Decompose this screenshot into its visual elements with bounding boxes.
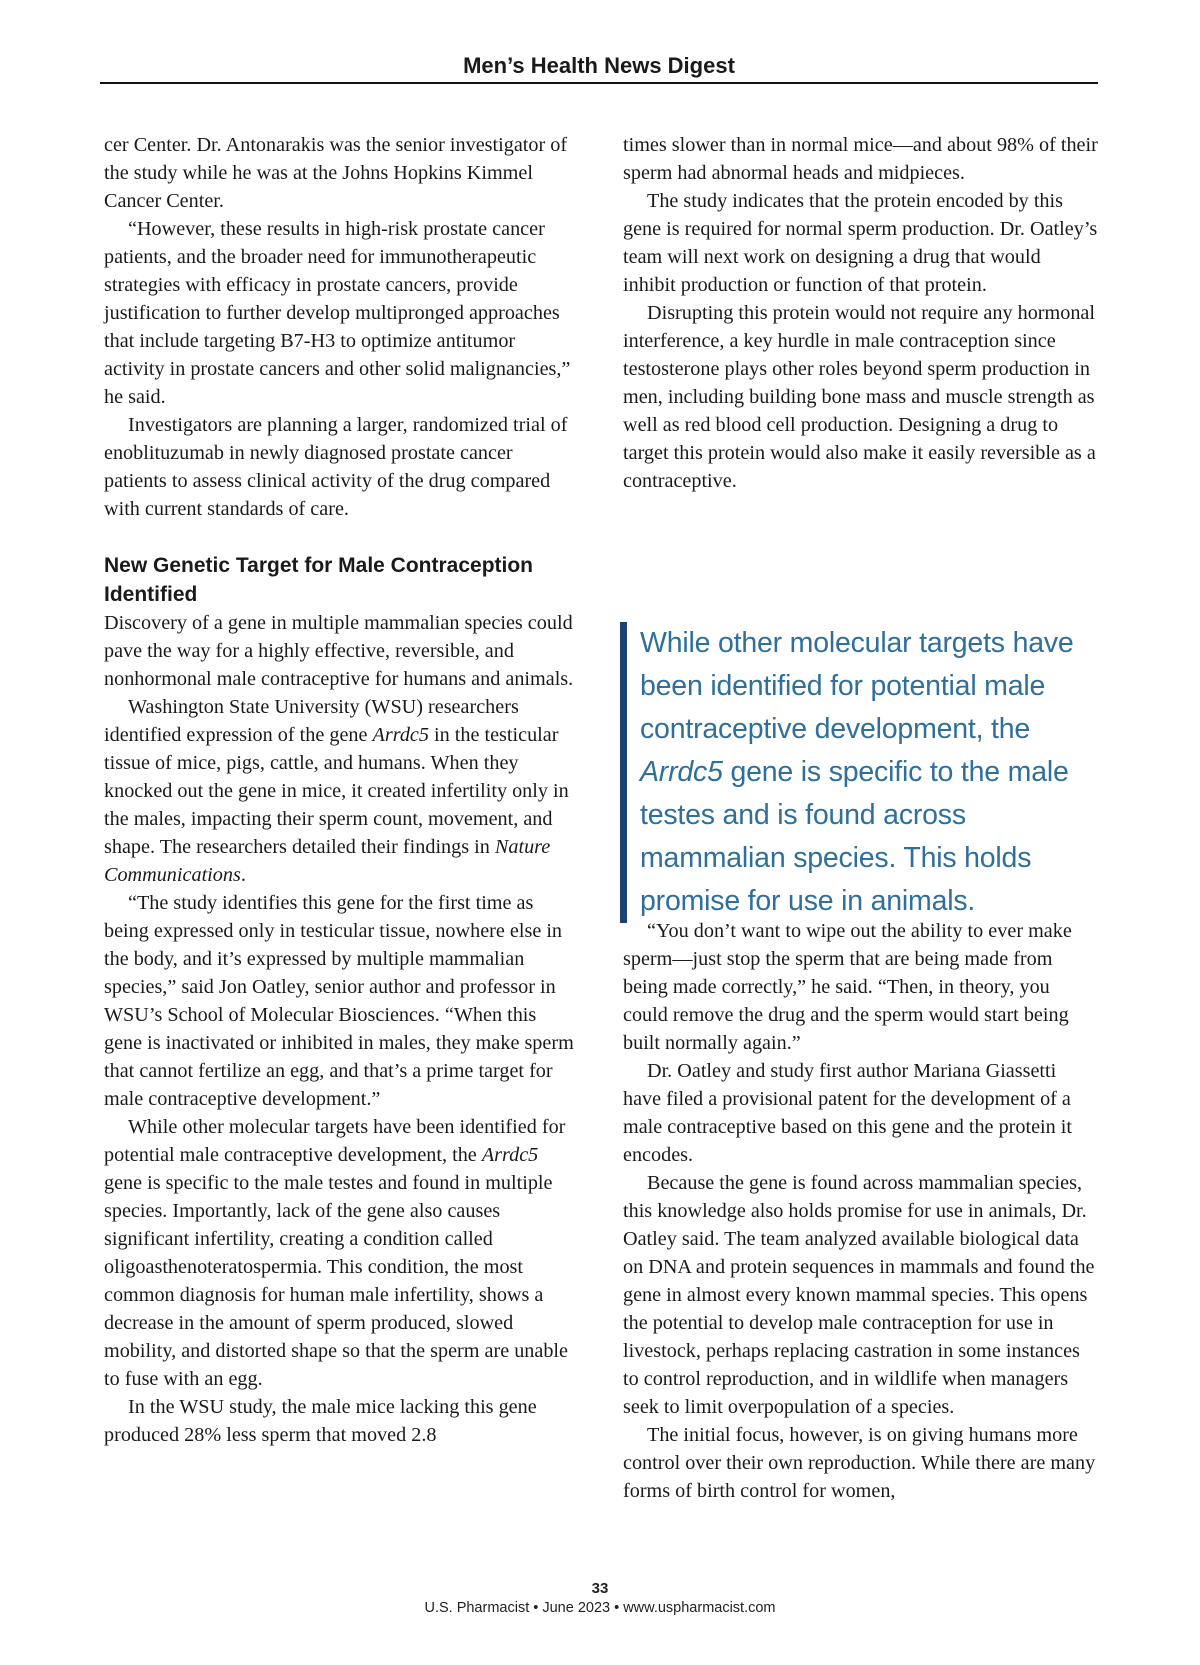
paragraph [104,693,579,889]
pull-quote-text: gene is specific to the male testes and is found across mammalian species. This holds promise for use in animals. [640,756,1069,917]
paragraph: “The study identifies this gene for the first time as being expressed only in testicular tissue, nowhere else in the body, and it’s expressed by multiple mammalian species,” said Jon Oatley, senior author and professor in WSU’s School of Molecular Biosciences. “When this gene is inactivated or inhibited in males, they make sperm that cannot fertilize an egg, and that’s a prime target for male contraceptive development.” [104,892,574,1110]
paragraph: “You don’t want to wipe out the ability to ever make sperm—just stop the sperm that are being made from being made correctly,” he said. “Then, in theory, you could remove the drug and the sperm would start being built normally again.” [623,920,1072,1054]
pull-quote-text: While other molecular targets have been identified for potential male contraceptive development, the [640,627,1074,745]
paragraph: In the WSU study, the male mice lacking this gene produced 28% less sperm that moved 2.8 [104,1396,537,1446]
paragraph: “However, these results in high-risk prostate cancer patients, and the broader need for immunotherapeutic strategies with efficacy in prostate cancers, provide justification to further develop multipronged approaches that include targeting B7-H3 to optimize antitumor activity in prostate cancers and other solid malignancies,” he said. [104,218,571,408]
text-run: . [240,864,246,886]
paragraph: Dr. Oatley and study first author Mariana Giassetti have filed a provisional patent for the development of a male contraceptive based on this gene and the protein it encodes. [623,1060,1073,1166]
section-heading: New Genetic Target for Male Contraception Identified [104,554,534,606]
paragraph: The initial focus, however, is on giving humans more control over their own reproduction. While there are many forms of birth control for women, [623,1424,1096,1502]
page-header [100,54,1098,84]
text-run: in the testicular tissue of mice, pigs, cattle, and humans. When they knocked out the gene in mice, it created infertility only in the males, impacting their sperm count, movement, and shape. The researchers detailed their findings in [104,724,569,858]
paragraph: cer Center. Dr. Antonarakis was the senior investigator of the study while he was at the Johns Hopkins Kimmel Cancer Center. [104,134,568,212]
gene-name: Arrdc5 [640,756,723,788]
pull-quote [620,622,1100,923]
paragraph: The study indicates that the protein encoded by this gene is required for normal sperm production. Dr. Oatley’s team will next work on designing a drug that would inhibit production or function of that protein. [623,190,1098,296]
paragraph: Because the gene is found across mammalian species, this knowledge also holds promise for use in animals, Dr. Oatley said. The team analyzed available biological data on DNA and protein sequences in mammals and found the gene in almost every known mammal species. This opens the potential to develop male contraception for use in livestock, perhaps replacing castration in some instances to control reproduction, and in wildlife when managers seek to limit overpopulation of a species. [623,1172,1095,1418]
paragraph: Investigators are planning a larger, randomized trial of enoblituzumab in newly diagnosed prostate cancer patients to assess clinical activity of the drug compared with current standards of care. [104,414,568,520]
left-column [104,131,579,1449]
paragraph: times slower than in normal mice—and about 98% of their sperm had abnormal heads and midpieces. [623,134,1098,184]
paragraph: Discovery of a gene in multiple mammalian species could pave the way for a highly effective, reversible, and nonhormonal male contraceptive for humans and animals. [104,612,574,690]
page-number: 33 [591,1580,609,1597]
page-footer [0,1580,1200,1618]
right-column-top [623,131,1098,495]
paragraph [104,1113,579,1393]
paragraph: Disrupting this protein would not require any hormonal interference, a key hurdle in male contraception since testosterone plays other roles beyond sperm production in men, including building bone mass and muscle strength as well as red blood cell production. Designing a drug to target this protein would also make it easily reversible as a contraceptive. [623,302,1096,492]
gene-name: Arrdc5 [372,724,429,746]
right-column-bottom [623,917,1098,1505]
footer-credit: U.S. Pharmacist • June 2023 • www.uspharmacist.com [424,1600,776,1616]
publication-title: Men’s Health News Digest [463,53,735,78]
gene-name: Arrdc5 [481,1144,539,1166]
text-run: While other molecular targets have been identified for potential male contraceptive development, the [104,1116,566,1166]
text-run: gene is specific to the male testes and found in multiple species. Importantly, lack of the gene also causes significant infertility, creating a condition called oligoasthenoteratospermia. This condition, the most common diagnosis for human male infertility, shows a decrease in the amount of sperm produced, slowed mobility, and distorted shape so that the sperm are unable to fuse with an egg. [104,1172,569,1390]
text-run: Washington State University (WSU) researchers identified expression of the gene [104,696,519,746]
journal-name: Nature Communications [104,836,551,886]
